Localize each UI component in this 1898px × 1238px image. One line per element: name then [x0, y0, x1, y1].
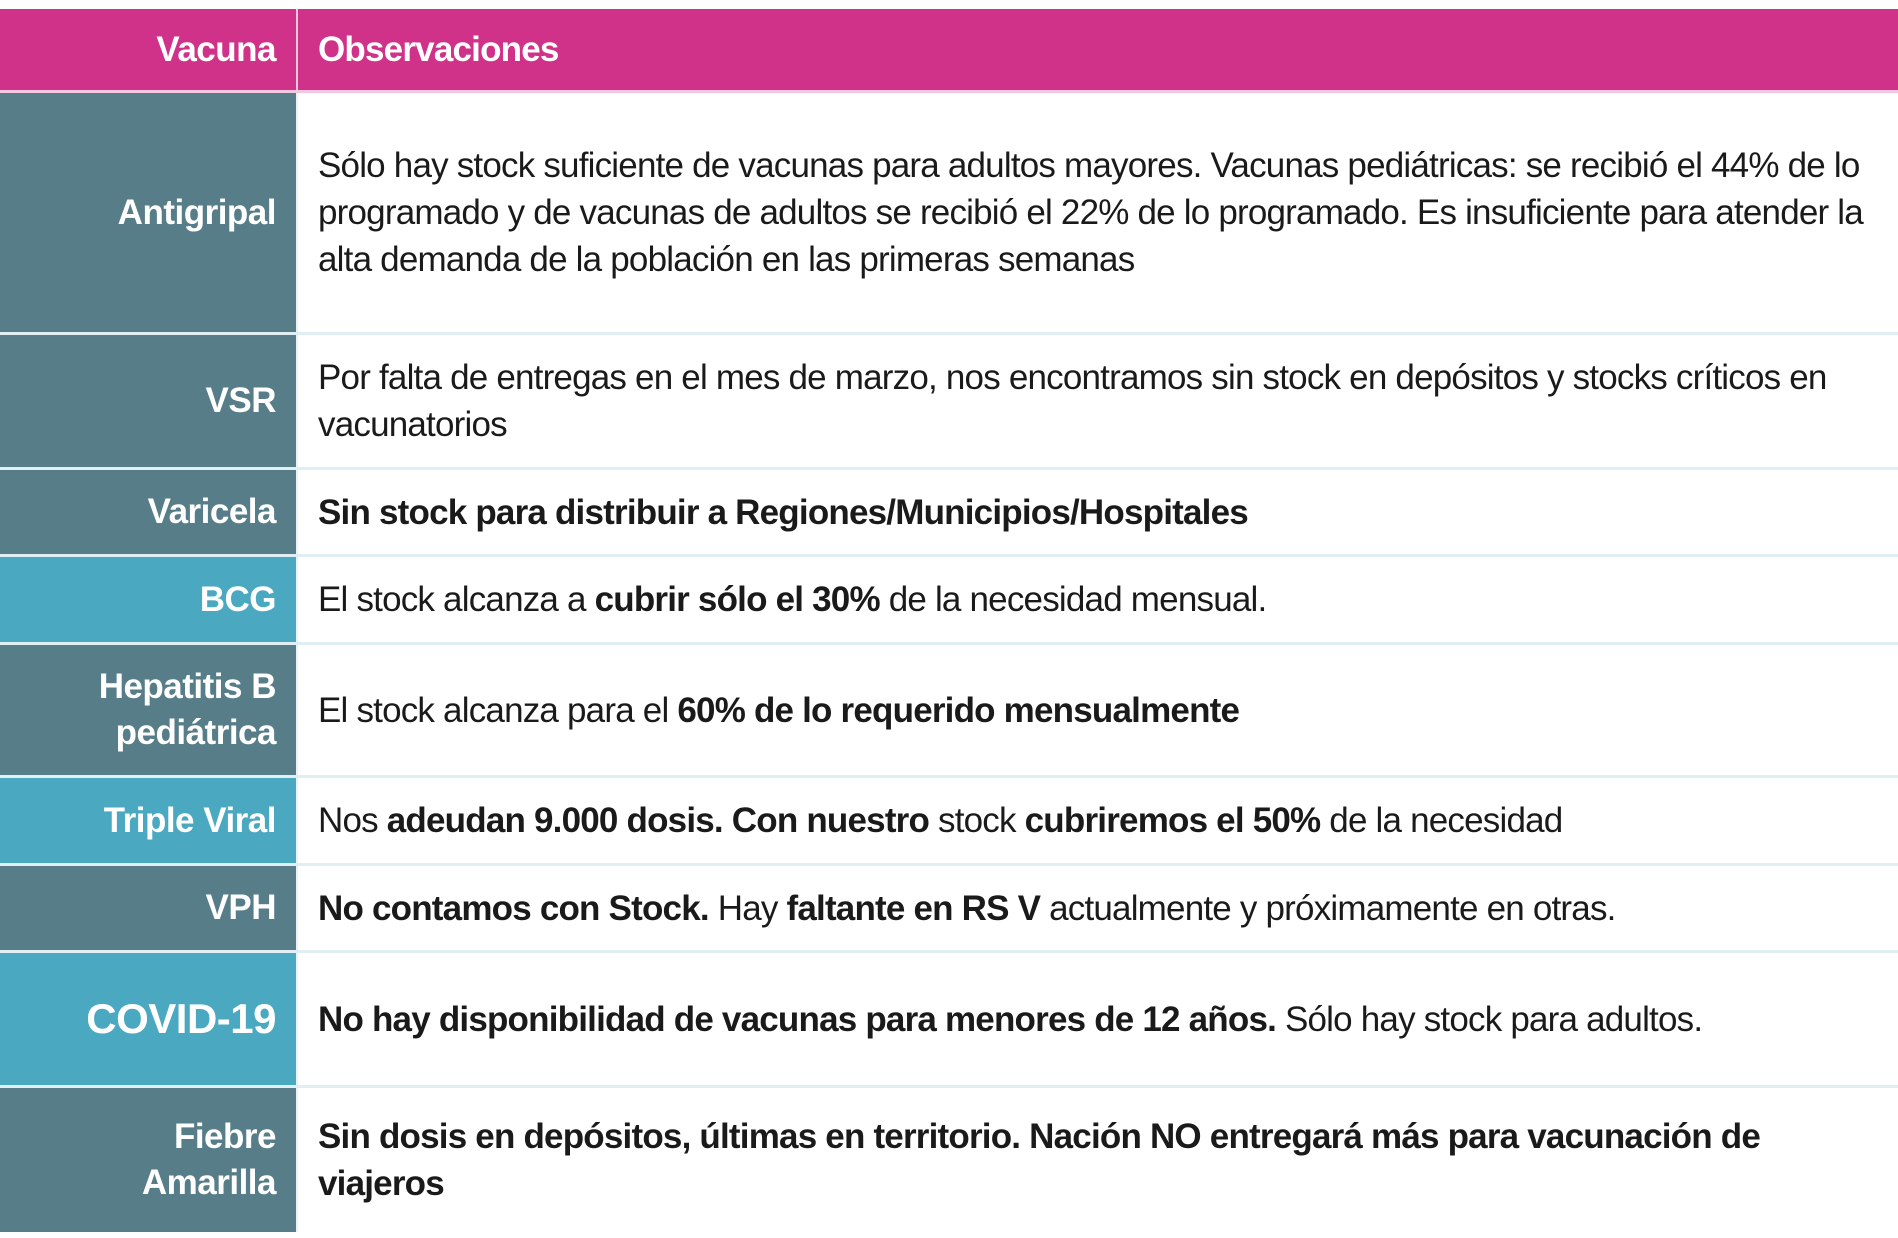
header-vacuna: Vacuna [0, 9, 298, 90]
table-row-vph [0, 866, 1898, 953]
table-header [0, 9, 1898, 93]
observation: No hay disponibilidad de vacunas para menores de 12 años. Sólo hay stock para adultos. [318, 999, 1703, 1039]
table-row-hepatitis-b [0, 645, 1898, 778]
observation-highlight: cubrir sólo el 30% [594, 580, 880, 619]
vaccine-name: Varicela [0, 470, 298, 554]
vaccine-name: VPH [0, 866, 298, 950]
observation: Nos adeudan 9.000 dosis. Con nuestro stock cubriremos el 50% de la necesidad [318, 801, 1563, 840]
observation-text: de la necesidad mensual. [879, 580, 1267, 619]
observation-text: El stock alcanza para el [318, 690, 678, 730]
header-observaciones: Observaciones [318, 30, 559, 69]
observation-text: Por falta de entregas en el mes de marzo, nos encontramos sin stock en depósitos y stocks críticos en vacunatorios [318, 358, 1827, 444]
observation-text: Sólo hay stock suficiente de vacunas para adultos mayores. Vacunas pediátricas: se recibió el 44% de lo programado y de vacunas de adultos se recibió el 22% de lo programado. Es insuficiente para atender la alta demanda de la población en las primeras semanas [318, 146, 1863, 279]
observation [298, 557, 1898, 642]
vaccine-name: Antigripal [0, 93, 298, 332]
observation: Sin dosis en depósitos, últimas en territorio. Nación NO entregará más para vacunación de viajeros [318, 1117, 1760, 1203]
vaccine-name: Triple Viral [0, 778, 298, 863]
vaccine-name: Fiebre Amarilla [0, 1088, 298, 1232]
vaccine-name: BCG [0, 557, 298, 642]
observation: No contamos con Stock. Hay faltante en RS V actualmente y próximamente en otras. [318, 888, 1616, 928]
vaccine-name: COVID-19 [0, 953, 298, 1085]
table-row-fiebre-amarilla [0, 1088, 1898, 1232]
table-row-bcg [0, 557, 1898, 645]
observation-highlight: 60% de lo requerido mensualmente [677, 690, 1240, 730]
observation-text: El stock alcanza a [318, 580, 595, 619]
table-row-vsr [0, 335, 1898, 470]
observation [298, 335, 1898, 467]
vaccine-name: Hepatitis B pediátrica [0, 645, 298, 775]
table-row-varicela [0, 470, 1898, 557]
table-row-triple-viral [0, 778, 1898, 866]
vaccine-name: VSR [0, 335, 298, 467]
observation [298, 93, 1898, 332]
table-row-antigripal [0, 93, 1898, 335]
observation [298, 645, 1898, 775]
table-row-covid-19 [0, 953, 1898, 1088]
vaccine-stock-table [0, 9, 1898, 1232]
observation [298, 470, 1898, 554]
observation-text: Sin stock para distribuir a Regiones/Municipios/Hospitales [318, 492, 1248, 532]
